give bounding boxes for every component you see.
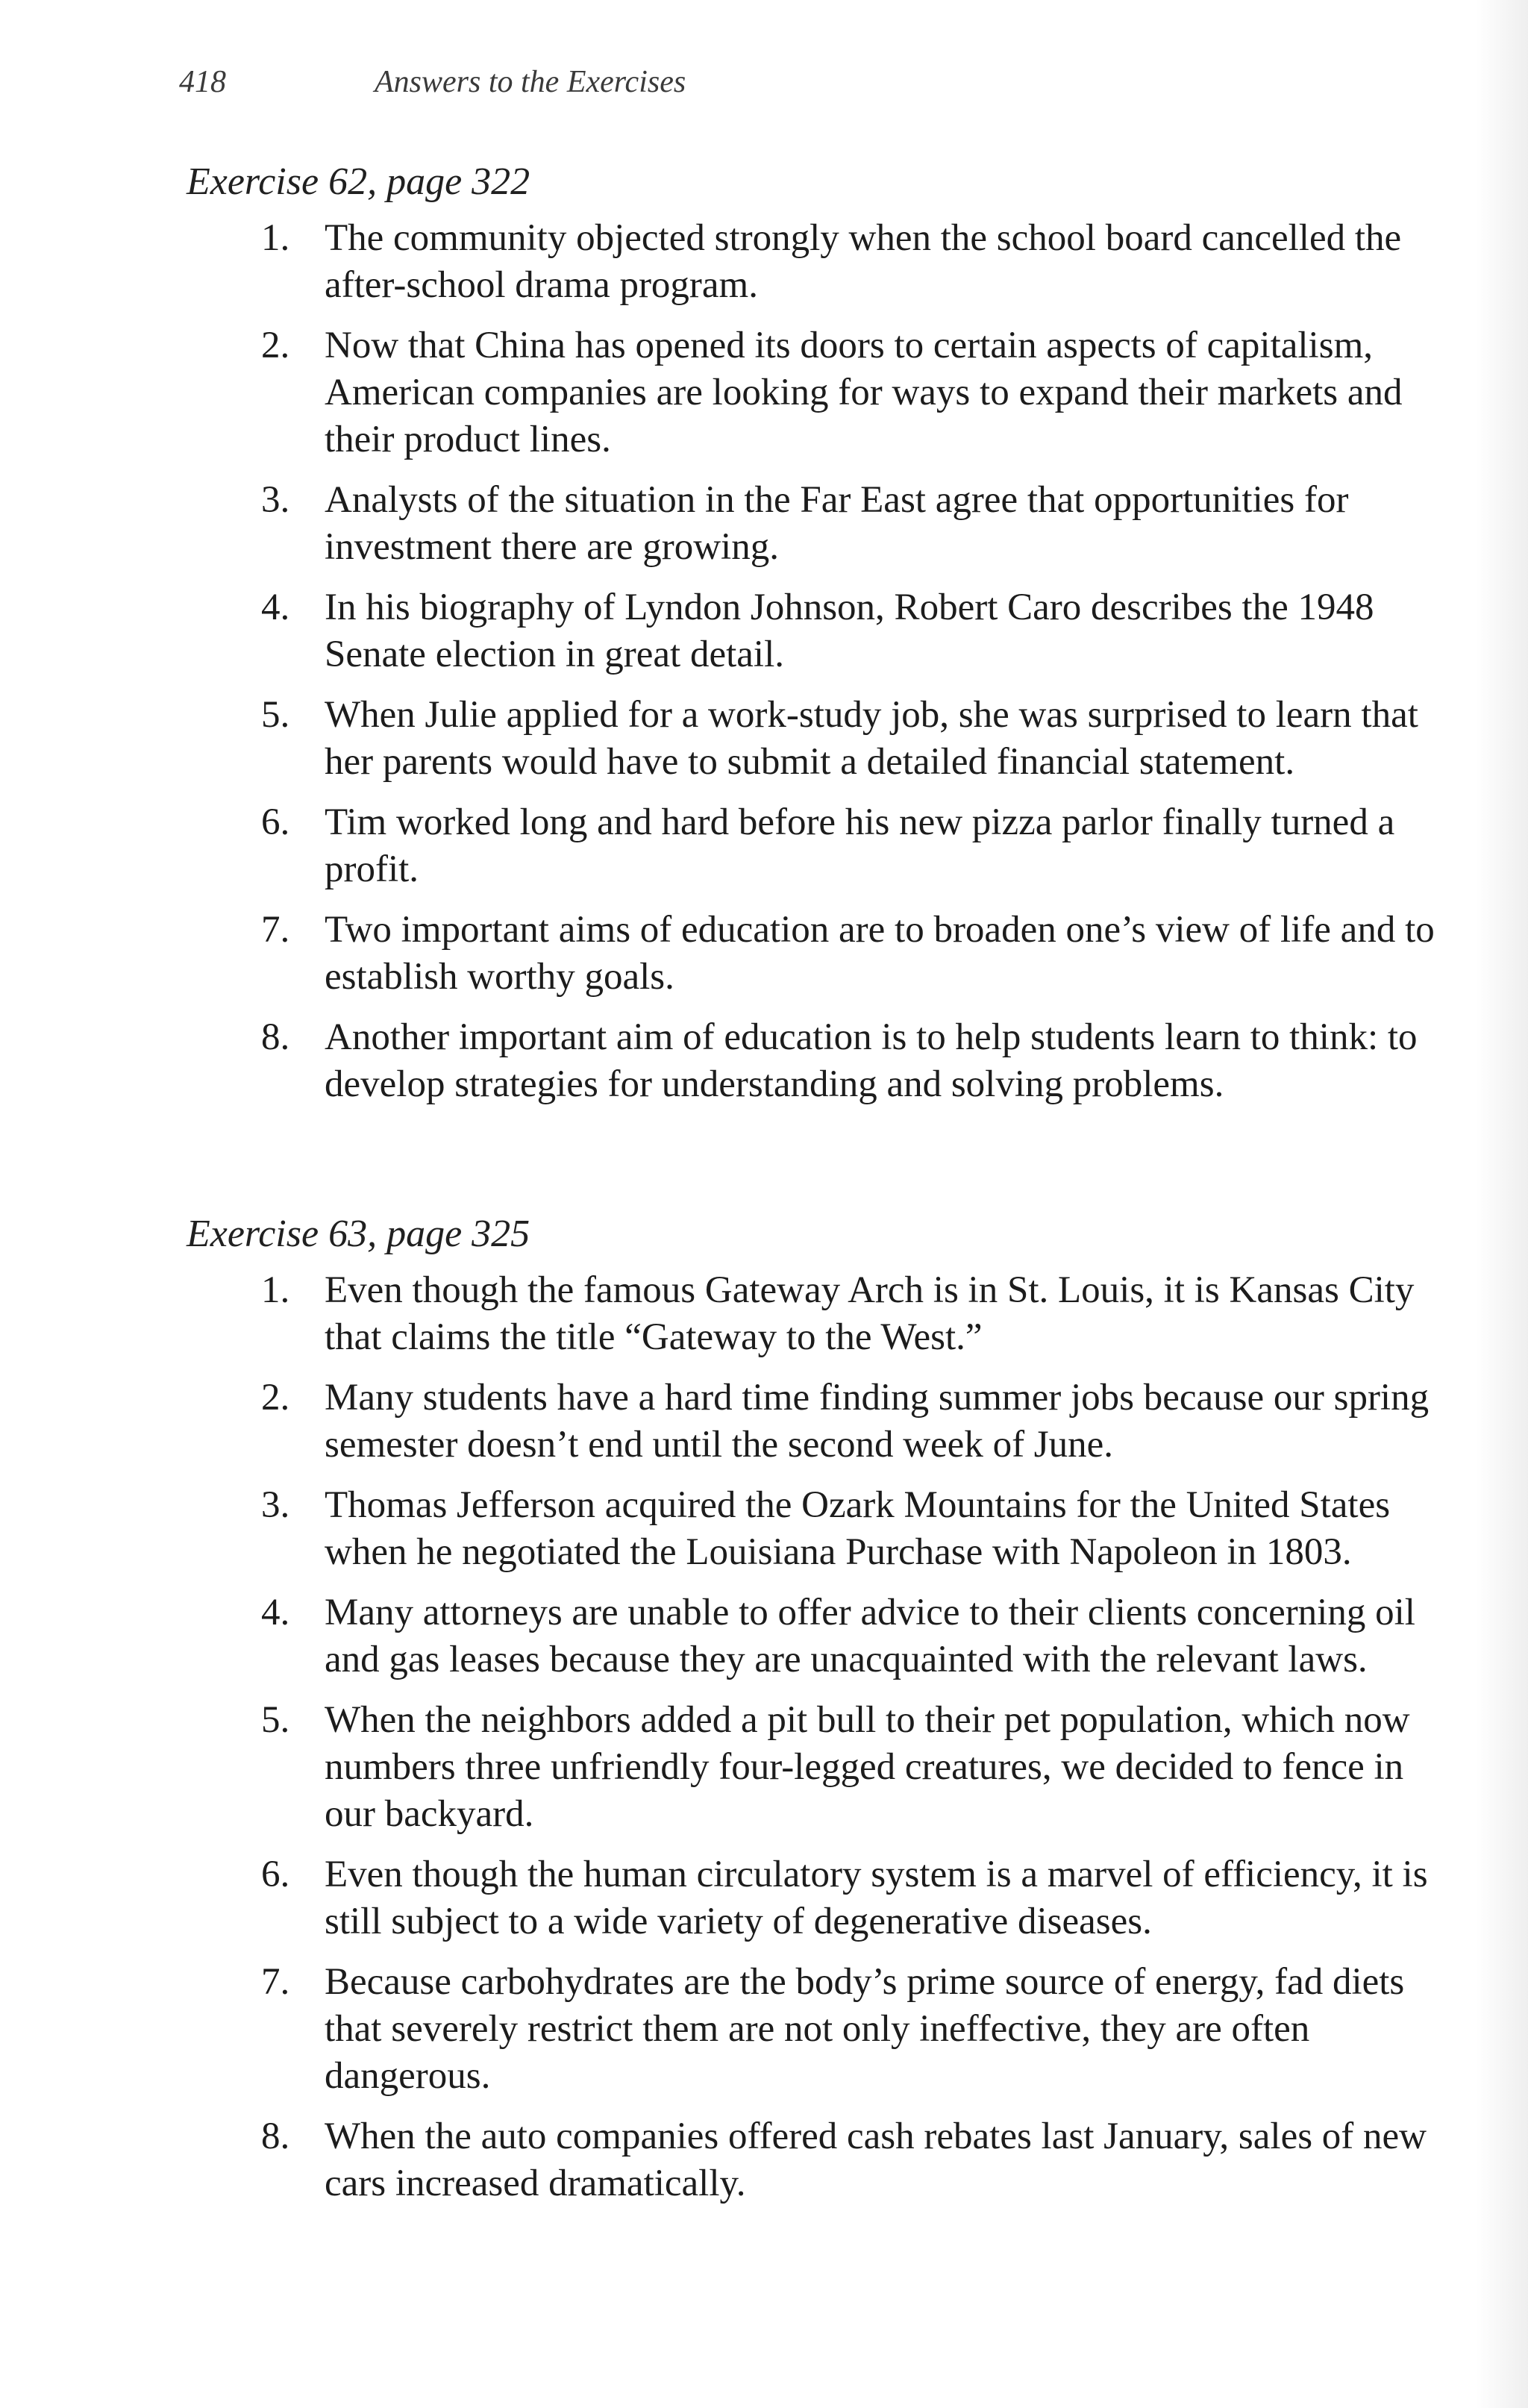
running-head [179,64,686,100]
page-number: 418 [179,65,226,99]
answer-number: 4. [261,1592,290,1633]
answer-item [187,907,1440,1001]
exercise-heading: Exercise 62, page 322 [187,160,530,203]
answer-text: The community objected strongly when the school board cancelled the after-school drama program. [325,217,1402,306]
answer-text: When the neighbors added a pit bull to their pet population, which now numbers three unfriendly four-legged creatures, we decided to fence in our backyard. [325,1699,1410,1835]
answer-item [187,692,1440,786]
answer-item [187,1697,1440,1838]
answer-item [187,584,1440,678]
answer-number: 8. [261,1016,290,1058]
answer-text: Two important aims of education are to broaden one’s view of life and to establish worthy goals. [325,909,1435,998]
answer-number: 1. [261,217,290,259]
answer-number: 2. [261,1377,290,1419]
answer-text: Even though the famous Gateway Arch is in St. Louis, it is Kansas City that claims the title “Gateway to the West.” [325,1269,1415,1358]
answer-item [187,1959,1440,2100]
answer-text: Thomas Jefferson acquired the Ozark Mountains for the United States when he negotiated the Louisiana Purchase with Napoleon in 1803. [325,1484,1391,1573]
answer-text: Many students have a hard time finding summer jobs because our spring semester doesn’t end until the second week of June. [325,1377,1430,1466]
answer-text: When Julie applied for a work-study job, she was surprised to learn that her parents would have to submit a detailed financial statement. [325,694,1418,783]
answer-number: 5. [261,694,290,736]
answer-item [187,322,1440,463]
answer-list [187,215,1440,1108]
answer-item [187,1375,1440,1469]
answer-text: Even though the human circulatory system is a marvel of efficiency, it is still subject to a wide variety of degenerative diseases. [325,1854,1428,1942]
page-edge-shadow [1476,0,1528,2408]
answer-number: 8. [261,2115,290,2157]
answer-number: 3. [261,479,290,521]
answer-text: Many attorneys are unable to offer advice to their clients concerning oil and gas leases because they are unacquainted with the relevant laws. [325,1592,1415,1680]
answer-number: 7. [261,909,290,951]
answer-text: Another important aim of education is to help students learn to think: to develop strategies for understanding and solving problems. [325,1016,1418,1105]
answer-number: 5. [261,1699,290,1741]
answer-number: 2. [261,325,290,366]
answer-item [187,2113,1440,2207]
answer-list [187,1267,1440,2207]
answer-item [187,1267,1440,1361]
exercise-heading: Exercise 63, page 325 [187,1213,530,1255]
answer-item [187,477,1440,571]
answer-item [187,1589,1440,1683]
answer-item [187,1482,1440,1576]
answer-text: Tim worked long and hard before his new pizza parlor finally turned a profit. [325,801,1395,890]
answer-text: When the auto companies offered cash rebates last January, sales of new cars increased dramatically. [325,2115,1427,2204]
answer-number: 6. [261,801,290,843]
exercise-63-section [187,1210,1440,2221]
answer-number: 7. [261,1961,290,2003]
answer-number: 6. [261,1854,290,1895]
answer-item [187,799,1440,893]
answer-text: Analysts of the situation in the Far East agree that opportunities for investment there are growing. [325,479,1349,568]
answer-number: 3. [261,1484,290,1526]
running-title: Answers to the Exercises [375,65,686,99]
exercise-62-section [187,158,1440,1122]
answer-item [187,1851,1440,1945]
answer-text: In his biography of Lyndon Johnson, Robert Caro describes the 1948 Senate election in great detail. [325,587,1374,675]
answer-item [187,215,1440,309]
answer-number: 4. [261,587,290,628]
answer-text: Now that China has opened its doors to certain aspects of capitalism, American companies are looking for ways to expand their markets and their product lines. [325,325,1403,460]
answer-item [187,1014,1440,1108]
answer-text: Because carbohydrates are the body’s prime source of energy, fad diets that severely restrict them are not only ineffective, they are often dangerous. [325,1961,1405,2097]
answer-number: 1. [261,1269,290,1311]
